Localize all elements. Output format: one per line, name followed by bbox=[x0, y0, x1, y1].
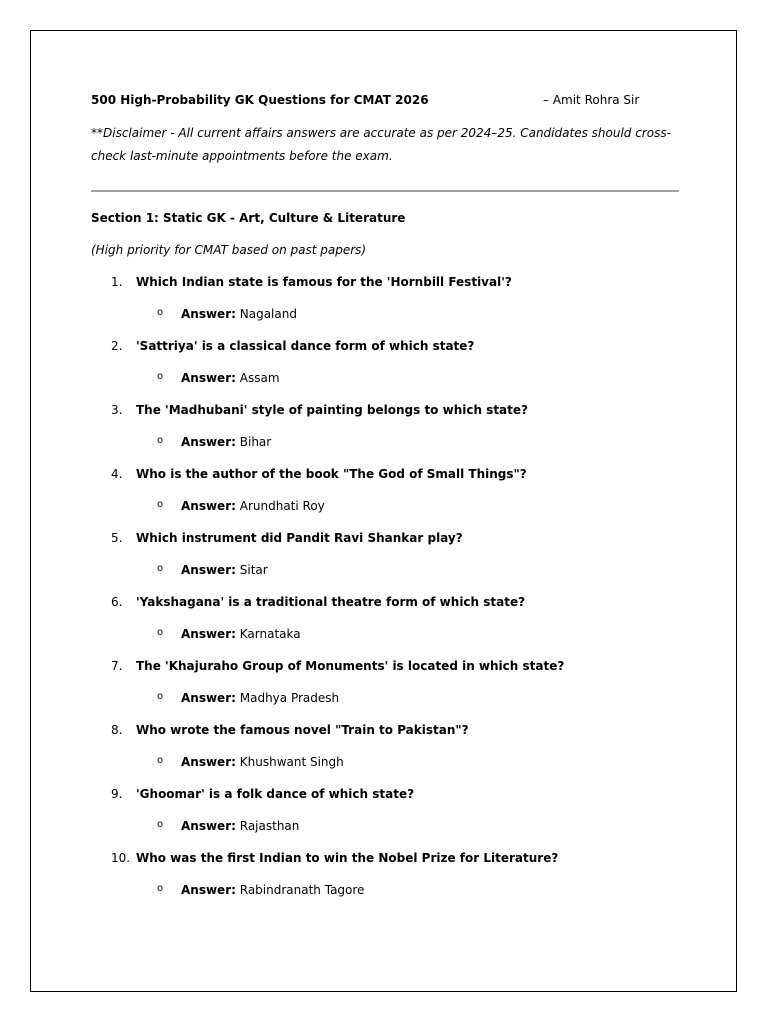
question-number: 2. bbox=[111, 339, 123, 353]
answer-label: Answer: bbox=[181, 371, 236, 385]
question-text: Which instrument did Pandit Ravi Shankar play? bbox=[136, 531, 463, 545]
section-note: (High priority for CMAT based on past papers) bbox=[91, 243, 367, 257]
question-number: 7. bbox=[111, 659, 123, 673]
answer-item bbox=[91, 563, 681, 579]
question-item bbox=[91, 851, 681, 867]
answer-item bbox=[91, 435, 681, 451]
answer-label: Answer: bbox=[181, 883, 236, 897]
question-text: 'Sattriya' is a classical dance form of which state? bbox=[136, 339, 475, 353]
answer-line bbox=[181, 691, 339, 705]
answer-label: Answer: bbox=[181, 563, 236, 577]
answer-item bbox=[91, 755, 681, 771]
bullet-icon: o bbox=[157, 691, 164, 702]
question-number: 3. bbox=[111, 403, 123, 417]
answer-item bbox=[91, 819, 681, 835]
answer-line bbox=[181, 435, 271, 449]
answer-label: Answer: bbox=[181, 499, 236, 513]
question-text: 'Yakshagana' is a traditional theatre form of which state? bbox=[136, 595, 526, 609]
question-number: 10. bbox=[111, 851, 131, 865]
question-item bbox=[91, 787, 681, 803]
bullet-icon: o bbox=[157, 883, 164, 894]
question-number: 1. bbox=[111, 275, 123, 289]
question-text: Which Indian state is famous for the 'Hornbill Festival'? bbox=[136, 275, 512, 289]
bullet-icon: o bbox=[157, 435, 164, 446]
disclaimer-text: **Disclaimer - All current affairs answers are accurate as per 2024–25. Candidates should cross-check last-minute appointments before the exam. bbox=[91, 126, 671, 163]
answer-label: Answer: bbox=[181, 691, 236, 705]
answer-item bbox=[91, 371, 681, 387]
question-text: The 'Khajuraho Group of Monuments' is located in which state? bbox=[136, 659, 565, 673]
answer-line bbox=[181, 307, 297, 321]
answer-value: Madhya Pradesh bbox=[239, 691, 340, 705]
answer-value: Khushwant Singh bbox=[239, 755, 344, 769]
question-text: 'Ghoomar' is a folk dance of which state? bbox=[136, 787, 415, 801]
question-number: 4. bbox=[111, 467, 123, 481]
question-number: 6. bbox=[111, 595, 123, 609]
question-list bbox=[91, 275, 681, 899]
document-header bbox=[91, 93, 681, 113]
bullet-icon: o bbox=[157, 627, 164, 638]
bullet-icon: o bbox=[157, 307, 164, 318]
bullet-icon: o bbox=[157, 819, 164, 830]
answer-item bbox=[91, 883, 681, 899]
document-page bbox=[30, 30, 737, 992]
question-item bbox=[91, 339, 681, 355]
author-credit: – Amit Rohra Sir bbox=[543, 93, 640, 107]
question-item bbox=[91, 595, 681, 611]
page-content bbox=[91, 93, 681, 899]
question-text: Who is the author of the book "The God of Small Things"? bbox=[136, 467, 527, 481]
question-text: Who wrote the famous novel "Train to Pakistan"? bbox=[136, 723, 469, 737]
answer-value: Sitar bbox=[239, 563, 268, 577]
answer-item bbox=[91, 307, 681, 323]
question-item bbox=[91, 723, 681, 739]
question-number: 9. bbox=[111, 787, 123, 801]
answer-line bbox=[181, 755, 344, 769]
question-item bbox=[91, 659, 681, 675]
answer-value: Arundhati Roy bbox=[239, 499, 325, 513]
question-text: Who was the first Indian to win the Nobel Prize for Literature? bbox=[136, 851, 559, 865]
answer-label: Answer: bbox=[181, 755, 236, 769]
answer-item bbox=[91, 499, 681, 515]
answer-value: Rabindranath Tagore bbox=[239, 883, 365, 897]
answer-label: Answer: bbox=[181, 435, 236, 449]
answer-value: Assam bbox=[239, 371, 280, 385]
answer-item bbox=[91, 691, 681, 707]
horizontal-divider bbox=[91, 190, 679, 192]
question-number: 5. bbox=[111, 531, 123, 545]
answer-line bbox=[181, 563, 268, 577]
bullet-icon: o bbox=[157, 563, 164, 574]
answer-value: Rajasthan bbox=[239, 819, 300, 833]
question-text: The 'Madhubani' style of painting belongs to which state? bbox=[136, 403, 528, 417]
answer-value: Bihar bbox=[239, 435, 272, 449]
bullet-icon: o bbox=[157, 499, 164, 510]
bullet-icon: o bbox=[157, 755, 164, 766]
answer-value: Nagaland bbox=[239, 307, 297, 321]
answer-line bbox=[181, 627, 301, 641]
answer-item bbox=[91, 627, 681, 643]
section-title: Section 1: Static GK - Art, Culture & Literature bbox=[91, 211, 406, 225]
answer-line bbox=[181, 819, 299, 833]
question-item bbox=[91, 531, 681, 547]
answer-value: Karnataka bbox=[239, 627, 301, 641]
answer-line bbox=[181, 371, 280, 385]
answer-label: Answer: bbox=[181, 819, 236, 833]
question-item bbox=[91, 467, 681, 483]
question-item bbox=[91, 275, 681, 291]
answer-line bbox=[181, 499, 325, 513]
answer-label: Answer: bbox=[181, 627, 236, 641]
document-title: 500 High-Probability GK Questions for CMAT 2026 bbox=[91, 93, 429, 107]
bullet-icon: o bbox=[157, 371, 164, 382]
answer-line bbox=[181, 883, 364, 897]
question-number: 8. bbox=[111, 723, 123, 737]
answer-label: Answer: bbox=[181, 307, 236, 321]
question-item bbox=[91, 403, 681, 419]
